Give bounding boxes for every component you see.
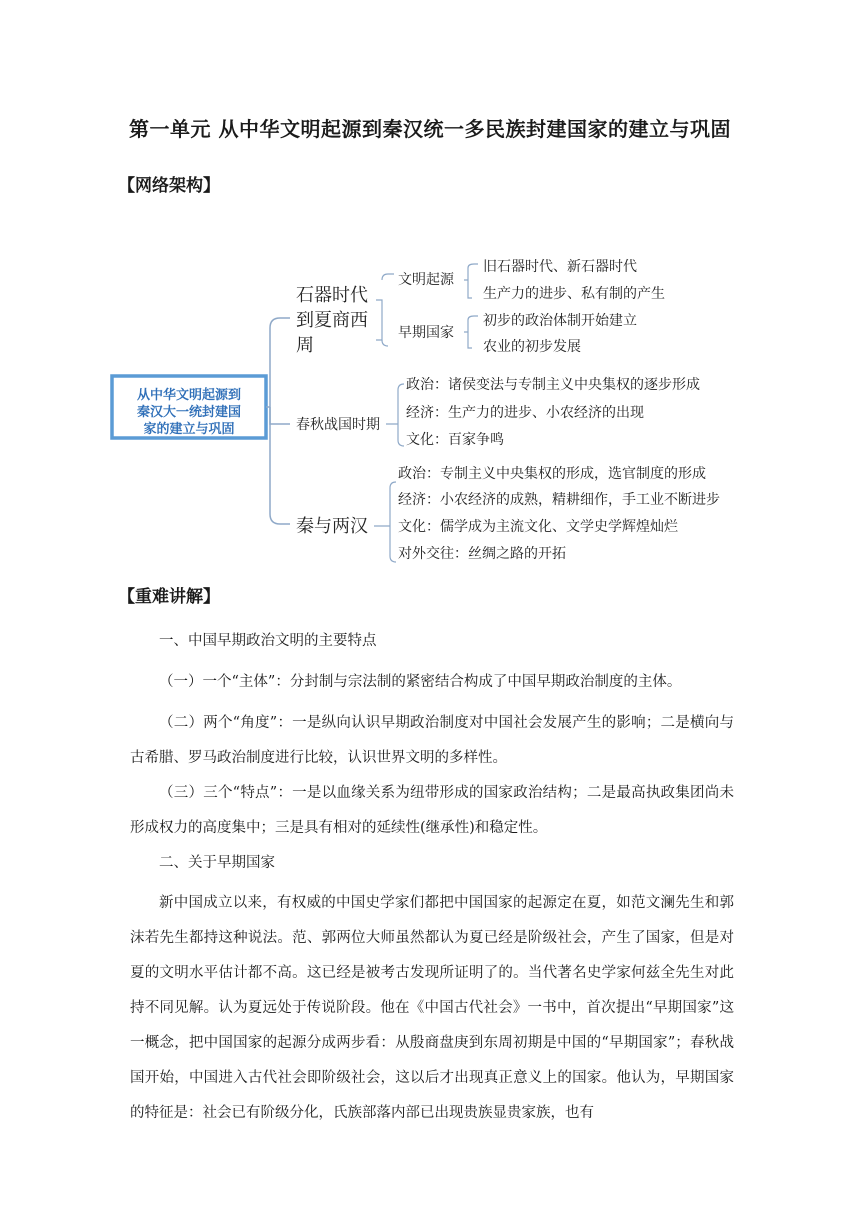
item-qin-han-economy: 经济：小农经济的成熟，精耕细作，手工业不断进步 — [398, 492, 720, 508]
paragraph-heading-1: 一、中国早期政治文明的主要特点 — [159, 633, 377, 649]
main-connector — [266, 318, 290, 524]
paragraph-point-1: （一）一个“主体”：分封制与宗法制的紧密结合构成了中国早期政治制度的主体。 — [159, 674, 682, 690]
mind-map-diagram — [0, 240, 860, 575]
branch-qin-han-connector — [374, 482, 396, 562]
branch-stone-age-title-2: 到夏商西 — [296, 310, 368, 331]
item-qin-han-politics: 政治：专制主义中央集权的形成，选官制度的形成 — [398, 466, 706, 482]
section-heading-key-points: 【重难讲解】 — [118, 587, 220, 607]
sub-node-civilization-origin: 文明起源 — [398, 272, 454, 288]
root-node-line-3: 家的建立与巩固 — [143, 422, 235, 437]
item-warring-states-economy: 经济：生产力的进步、小农经济的出现 — [406, 405, 644, 421]
branch-qin-han-title: 秦与两汉 — [296, 516, 368, 537]
item-early-agriculture: 农业的初步发展 — [483, 339, 581, 355]
item-warring-states-politics: 政治：诸侯变法与专制主义中央集权的逐步形成 — [406, 377, 700, 393]
item-productivity-private-ownership: 生产力的进步、私有制的产生 — [483, 286, 665, 302]
item-warring-states-culture: 文化：百家争鸣 — [406, 432, 504, 448]
item-qin-han-foreign-relations: 对外交往：丝绸之路的开拓 — [398, 546, 566, 562]
paragraph-heading-2: 二、关于早期国家 — [159, 855, 275, 871]
branch-spring-autumn-connector — [386, 384, 404, 446]
item-qin-han-culture: 文化：儒学成为主流文化、文学史学辉煌灿烂 — [398, 519, 678, 535]
root-node-line-2: 秦汉大一统封建国 — [136, 405, 242, 420]
branch-stone-age-title-3: 周 — [296, 335, 314, 356]
sub-node-early-state: 早期国家 — [398, 325, 454, 341]
branch-spring-autumn-title: 春秋战国时期 — [296, 417, 380, 433]
item-early-political-system: 初步的政治体制开始建立 — [483, 313, 637, 329]
paragraph-point-3: （三）三个“特点”：一是以血缘关系为纽带形成的国家政治结构；二是最高执政集团尚未形成权力的高度集中；三是具有相对的延续性(继承性)和稳定性。 — [130, 785, 734, 836]
item-stone-ages: 旧石器时代、新石器时代 — [483, 259, 637, 275]
paragraph-point-2: （二）两个“角度”：一是纵向认识早期政治制度对中国社会发展产生的影响；二是横向与古希腊、罗马政治制度进行比较，认识世界文明的多样性。 — [130, 715, 734, 766]
branch-stone-age-title-1: 石器时代 — [296, 285, 368, 306]
root-node-line-1: 从中华文明起源到 — [136, 388, 242, 403]
page-title: 第一单元 从中华文明起源到秦汉统一多民族封建国家的建立与巩固 — [129, 117, 731, 141]
paragraph-early-state-discussion: 新中国成立以来，有权威的中国史学家们都把中国国家的起源定在夏，如范文澜先生和郭沫若先生都持这种说法。范、郭两位大师虽然都认为夏已经是阶级社会，产生了国家，但是对夏的文明水平估计都不高。这已经是被考古发现所证明了的。当代著名史学家何兹全先生对此持不同见解。认为夏远处于传说阶段。他在《中国古代社会》一书中，首次提出“早期国家”这一概念，把中国国家的起源分成两步看：从殷商盘庚到东周初期是中国的“早期国家”；春秋战国开始，中国进入古代社会即阶级社会，这以后才出现真正意义上的国家。他认为，早期国家的特征是：社会已有阶级分化，氏族部落内部已出现贵族显贵家族，也有 — [130, 895, 734, 1121]
section-heading-framework: 【网络架构】 — [118, 176, 220, 196]
